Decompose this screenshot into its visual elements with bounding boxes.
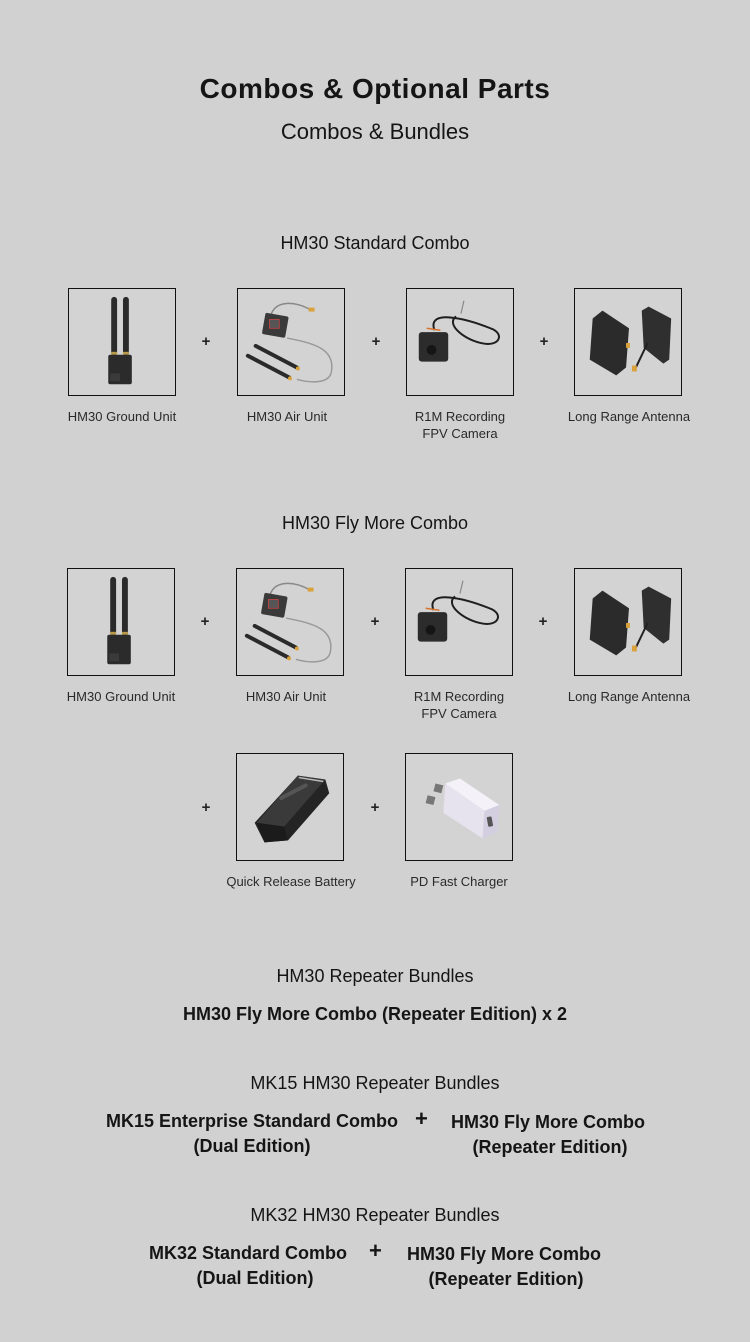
item-label: Long Range Antenna <box>567 689 691 704</box>
page-subtitle: Combos & Bundles <box>280 119 470 144</box>
page-title: Combos & Optional Parts <box>199 73 551 104</box>
ground-unit-image <box>67 568 175 676</box>
plus-separator: + <box>370 613 380 630</box>
antenna-image <box>574 568 682 676</box>
charger-image <box>405 753 513 861</box>
plus-separator: + <box>201 799 211 816</box>
mk15-left-line2: (Dual Edition) <box>193 1136 311 1156</box>
plus-separator: + <box>201 333 211 350</box>
fpv-camera-image <box>406 288 514 396</box>
antenna-icon <box>575 289 681 395</box>
plus-separator: + <box>370 799 380 816</box>
air-unit-icon <box>238 289 344 395</box>
mk15-plus: + <box>415 1106 428 1131</box>
standard-combo-title: HM30 Standard Combo <box>280 233 470 253</box>
air-unit-image <box>237 288 345 396</box>
air-unit-icon <box>237 569 343 675</box>
mk32-bundles-title: MK32 HM30 Repeater Bundles <box>250 1205 500 1225</box>
item-label: FPV Camera <box>421 706 497 721</box>
item-label: R1M Recording <box>413 689 505 704</box>
plus-separator: + <box>200 613 210 630</box>
item-label: Long Range Antenna <box>567 409 691 424</box>
mk32-right-line2: (Repeater Edition) <box>428 1269 584 1289</box>
mk32-plus: + <box>369 1238 382 1263</box>
mk15-right-line1: HM30 Fly More Combo <box>450 1112 646 1132</box>
fpv-camera-icon <box>406 569 512 675</box>
fpv-camera-icon <box>407 289 513 395</box>
fly-more-combo-title: HM30 Fly More Combo <box>281 513 469 533</box>
ground-unit-icon <box>69 289 175 395</box>
repeater-bundles-content: HM30 Fly More Combo (Repeater Edition) x 2 <box>182 1004 568 1024</box>
item-label: HM30 Air Unit <box>246 409 328 424</box>
item-label: PD Fast Charger <box>410 874 508 889</box>
item-label: R1M Recording <box>414 409 506 424</box>
item-label: Quick Release Battery <box>226 874 356 889</box>
repeater-bundles-title: HM30 Repeater Bundles <box>276 966 474 986</box>
item-label: FPV Camera <box>422 426 498 441</box>
mk15-right-line2: (Repeater Edition) <box>472 1137 628 1157</box>
plus-separator: + <box>538 613 548 630</box>
mk15-bundles-title: MK15 HM30 Repeater Bundles <box>250 1073 500 1093</box>
mk15-left-line1: MK15 Enterprise Standard Combo <box>105 1111 399 1131</box>
item-label: HM30 Air Unit <box>245 689 327 704</box>
antenna-image <box>574 288 682 396</box>
mk32-right-line1: HM30 Fly More Combo <box>406 1244 602 1264</box>
air-unit-image <box>236 568 344 676</box>
item-label: HM30 Ground Unit <box>67 409 177 424</box>
battery-icon <box>237 754 343 860</box>
antenna-icon <box>575 569 681 675</box>
mk32-left-line1: MK32 Standard Combo <box>148 1243 348 1263</box>
ground-unit-image <box>68 288 176 396</box>
fpv-camera-image <box>405 568 513 676</box>
item-label: HM30 Ground Unit <box>66 689 176 704</box>
plus-separator: + <box>539 333 549 350</box>
plus-separator: + <box>371 333 381 350</box>
battery-image <box>236 753 344 861</box>
mk32-left-line2: (Dual Edition) <box>196 1268 314 1288</box>
ground-unit-icon <box>68 569 174 675</box>
charger-icon <box>406 754 512 860</box>
